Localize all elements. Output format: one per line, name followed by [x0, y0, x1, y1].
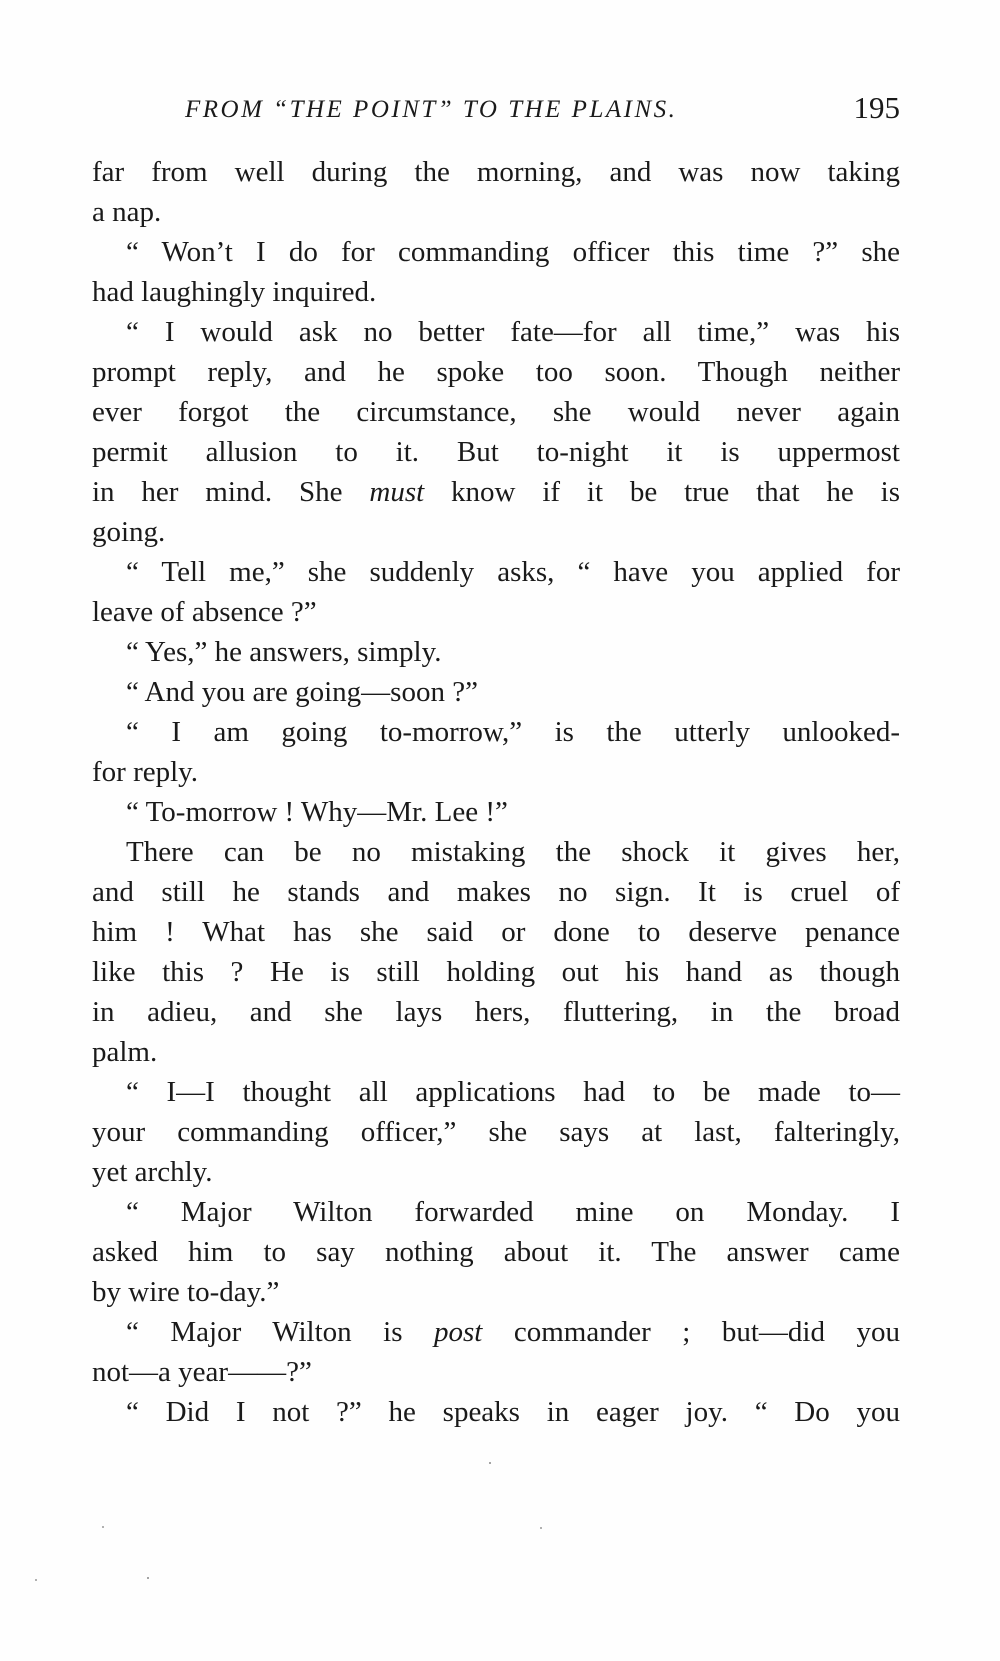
text-line: by wire to-day.” [92, 1276, 280, 1308]
text-line: There can be no mistaking the shock it gives her, [126, 836, 900, 868]
text-line: and still he stands and makes no sign. It is cruel of [92, 876, 900, 908]
text-line: “ Major Wilton forwarded mine on Monday. I [126, 1196, 900, 1228]
text-line: in adieu, and she lays hers, fluttering, in the broad [92, 996, 900, 1028]
text-line: permit allusion to it. But to-night it is uppermost [92, 436, 900, 468]
text-line: yet archly. [92, 1156, 213, 1188]
text-line: “ To-morrow ! Why—Mr. Lee !” [126, 796, 508, 828]
text-line: like this ? He is still holding out his hand as though [92, 956, 900, 988]
paper-speck [540, 1527, 542, 1529]
text-line: “ I—I thought all applications had to be made to— [126, 1076, 900, 1108]
text-line: “ Did I not ?” he speaks in eager joy. “ Do you [126, 1396, 900, 1428]
text-line: “ And you are going—soon ?” [126, 676, 478, 708]
text-line: asked him to say nothing about it. The answer came [92, 1236, 900, 1268]
page-number: 195 [853, 90, 900, 125]
text-line: “ Won’t I do for commanding officer this time ?” she [126, 236, 900, 268]
text-line: for reply. [92, 756, 199, 788]
paper-speck [102, 1526, 104, 1528]
text-line: “ Major Wilton is post commander ; but—did you [126, 1316, 900, 1348]
text-line: had laughingly inquired. [92, 276, 377, 308]
text-line: going. [92, 516, 166, 548]
paper-speck [147, 1577, 149, 1579]
text-line: “ I would ask no better fate—for all time,” was his [126, 316, 900, 348]
text-line: palm. [92, 1036, 158, 1068]
text-line: “ Yes,” he answers, simply. [126, 636, 442, 668]
paper-speck [489, 1462, 491, 1464]
text-line: a nap. [92, 196, 162, 228]
text-line: prompt reply, and he spoke too soon. Though neither [92, 356, 900, 388]
text-line: far from well during the morning, and was now taking [92, 156, 900, 188]
text-line: not—a year——?” [92, 1356, 312, 1388]
text-line: leave of absence ?” [92, 596, 317, 628]
text-line: in her mind. She must know if it be true that he is [92, 476, 900, 508]
text-line: “ Tell me,” she suddenly asks, “ have you applied for [126, 556, 900, 588]
running-head: FROM “THE POINT” TO THE PLAINS. [185, 96, 678, 123]
text-line: him ! What has she said or done to deserve penance [92, 916, 900, 948]
text-line: “ I am going to-morrow,” is the utterly unlooked- [126, 716, 900, 748]
text-line: your commanding officer,” she says at last, falteringly, [92, 1116, 900, 1148]
paper-speck [35, 1579, 37, 1581]
text-line: ever forgot the circumstance, she would never again [92, 396, 900, 428]
